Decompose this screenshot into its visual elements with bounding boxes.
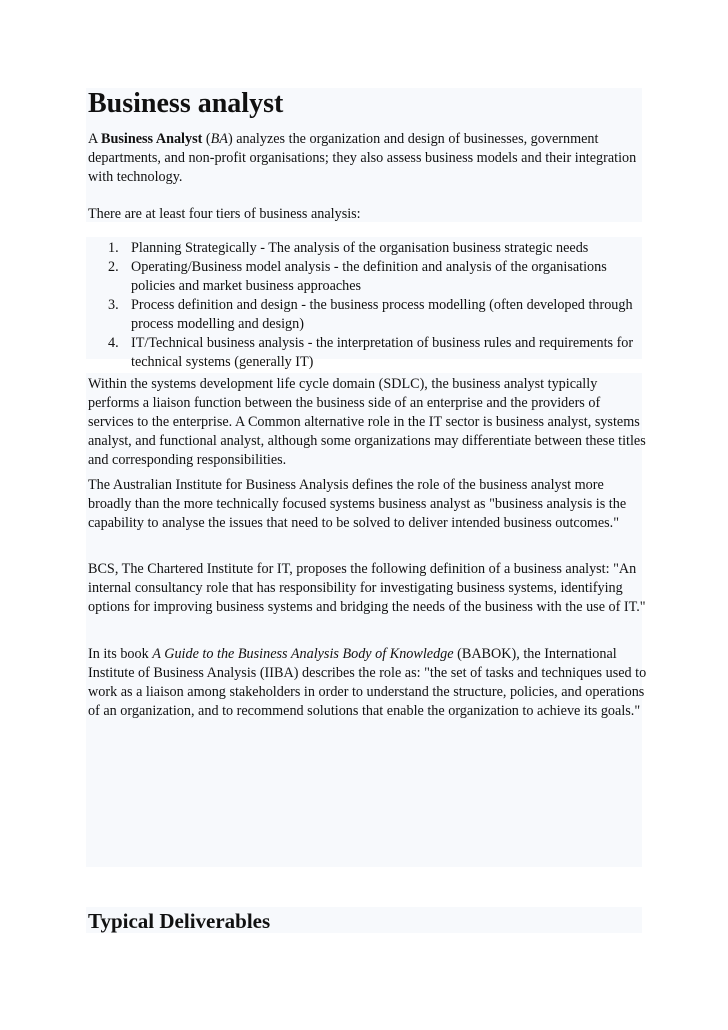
babok-prefix: In its book: [88, 646, 153, 662]
list-item-text: Planning Strategically - The analysis of the organisation business strategic needs: [131, 240, 589, 256]
list-item-text: Process definition and design - the business process modelling (often developed through process modelling and design): [131, 297, 633, 332]
aiba-paragraph: The Australian Institute for Business Analysis defines the role of the business analyst more broadly than the more technically focused systems business analyst as "business analysis is the capability to analyse the issues that need to be solved to deliver intended business outcomes.": [88, 477, 627, 531]
intro-paragraph: [88, 130, 648, 187]
list-item-text: IT/Technical business analysis - the interpretation of business rules and requirements for technical systems (generally IT): [131, 335, 634, 370]
list-item-number: 2.: [108, 259, 119, 275]
intro-prefix: A: [88, 131, 102, 147]
sdlc-paragraph: Within the systems development life cycle domain (SDLC), the business analyst typically performs a liaison function between the business side of an enterprise and the providers of services to the enterprise. A Common alternative role in the IT sector is business analyst, systems analyst, and functional analyst, although some organizations may differentiate between these titles and corresponding responsibilities.: [88, 376, 646, 468]
intro-rest: ) analyzes the organization and design of businesses, government departments, and non-profit organisations; they also assess business models and their integration with technology.: [88, 131, 637, 185]
list-item: [88, 334, 638, 372]
list-item: [88, 296, 638, 334]
list-item: [88, 239, 638, 258]
intro-term: Business Analyst: [101, 131, 203, 147]
section-title-deliverables: Typical Deliverables: [88, 909, 271, 933]
tiers-intro: There are at least four tiers of business analysis:: [88, 206, 361, 222]
list-item: [88, 258, 638, 296]
list-item-text: Operating/Business model analysis - the definition and analysis of the organisations policies and market business approaches: [131, 259, 607, 294]
list-item-number: 4.: [108, 335, 119, 351]
list-item-number: 1.: [108, 240, 119, 256]
intro-abbr-open: (: [202, 131, 211, 147]
intro-abbr: BA: [210, 131, 228, 147]
babok-paragraph: [88, 645, 648, 721]
babok-rest: (BABOK), the International Institute of Business Analysis (IIBA) describes the role as: "the set of tasks and techniques used to work as a liaison among stakeholders in order to understand the structure, policies, and operations of an organization, and to recommend solutions that enable the organization to achieve its goals.": [88, 646, 647, 719]
babok-book-title: A Guide to the Business Analysis Body of Knowledge: [152, 646, 454, 662]
bcs-paragraph: BCS, The Chartered Institute for IT, proposes the following definition of a business analyst: "An internal consultancy role that has responsibility for investigating business systems, identifying options for improving business systems and bridging the needs of the business with the use of IT.": [88, 561, 646, 615]
list-item-number: 3.: [108, 297, 119, 313]
page-title: Business analyst: [88, 88, 284, 119]
tiers-list: [88, 239, 638, 372]
